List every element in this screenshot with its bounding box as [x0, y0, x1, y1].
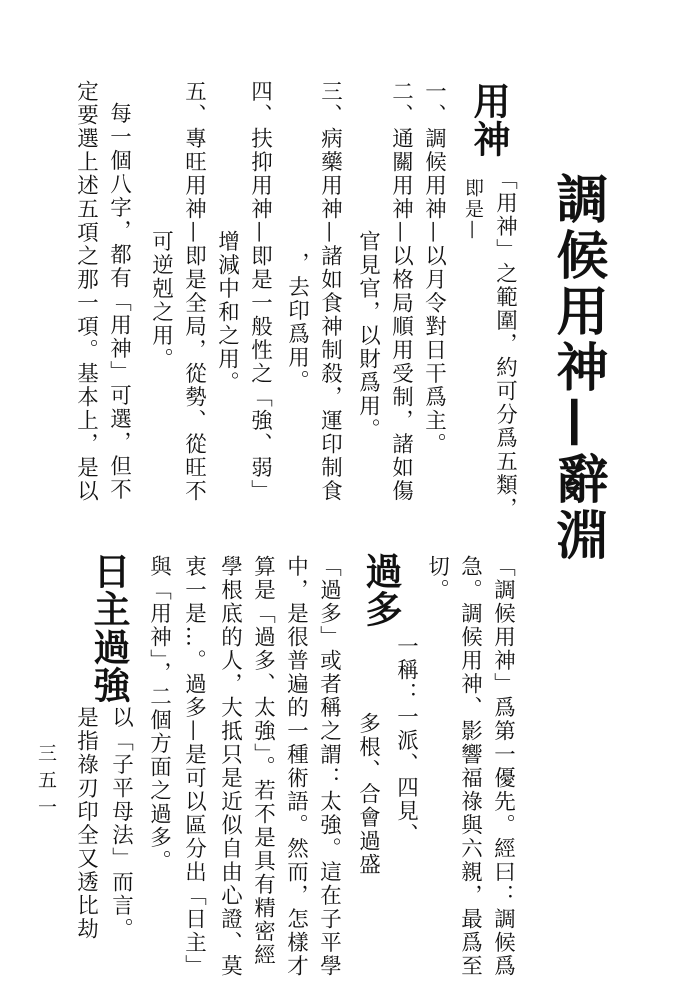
list-item: 五、專旺用神—即是全局，從勢、從旺不 [181, 80, 207, 503]
section-heading-guoduo: 過多 [359, 552, 402, 628]
paragraph-line: 每一個八字，都有「用神」可選，但不 [106, 102, 132, 502]
paragraph-line: 與「用神」，二個方面之過多。 [146, 555, 172, 874]
list-item-continuation: 可逆剋之用。 [148, 230, 174, 371]
list-item-continuation: 增減中和之用。 [214, 230, 240, 395]
paragraph-line: 「調候用神」爲第一優先。經曰：調候爲 [490, 555, 516, 978]
paragraph-line: 定要選上述五項之那一項。基本上，是以 [73, 80, 99, 503]
page-title: 調候用神—辭淵 [547, 172, 607, 564]
paragraph-line: 是指祿刃印全又透比劫 [73, 706, 99, 941]
paragraph-line: 學根底的人，大抵只是近似自由心證、莫 [217, 555, 243, 978]
page-number: 三五一 [35, 743, 57, 824]
paragraph-line: 中，是很普遍的一種術語。然而，怎樣才 [283, 555, 309, 978]
heading-alias: 一稱：一派、四見、 [393, 635, 419, 847]
section-intro: 「用神」之範圍，約可分爲五類， [492, 168, 518, 521]
paragraph-line: 急。調候用神、影響福祿與六親，最爲至 [457, 555, 483, 978]
section-heading-yongshen: 用神 [467, 82, 510, 158]
list-item-continuation: ，去印爲用。 [284, 252, 310, 393]
list-item-continuation: 官見官，以財爲用。 [355, 230, 381, 442]
paragraph-line: 切。 [424, 555, 450, 602]
list-item: 一、調候用神—以月令對日干爲主。 [421, 80, 447, 456]
paragraph-line: 算是「過多、太強」。若不是具有精密經 [250, 555, 276, 968]
paragraph-line: 衷一是…。過多—是可以區分出「日主」 [181, 555, 207, 978]
heading-alias: 多根、合會過盛 [355, 712, 381, 877]
paragraph-line: 以「子平母法」而言。 [108, 706, 134, 941]
section-intro: 即是— [462, 178, 484, 241]
list-item: 三、病藥用神—諸如食神制殺，運印制食 [317, 80, 343, 503]
paragraph-line: 「過多」或者稱之謂：太強。這在子平學 [316, 555, 342, 978]
list-item: 二、通關用神—以格局順用受制，諸如傷 [388, 80, 414, 503]
section-heading-rizhu-guoqiang: 日主過強 [87, 552, 130, 704]
list-item: 四、扶抑用神—即是一般性之「強、弱」 [247, 80, 273, 503]
